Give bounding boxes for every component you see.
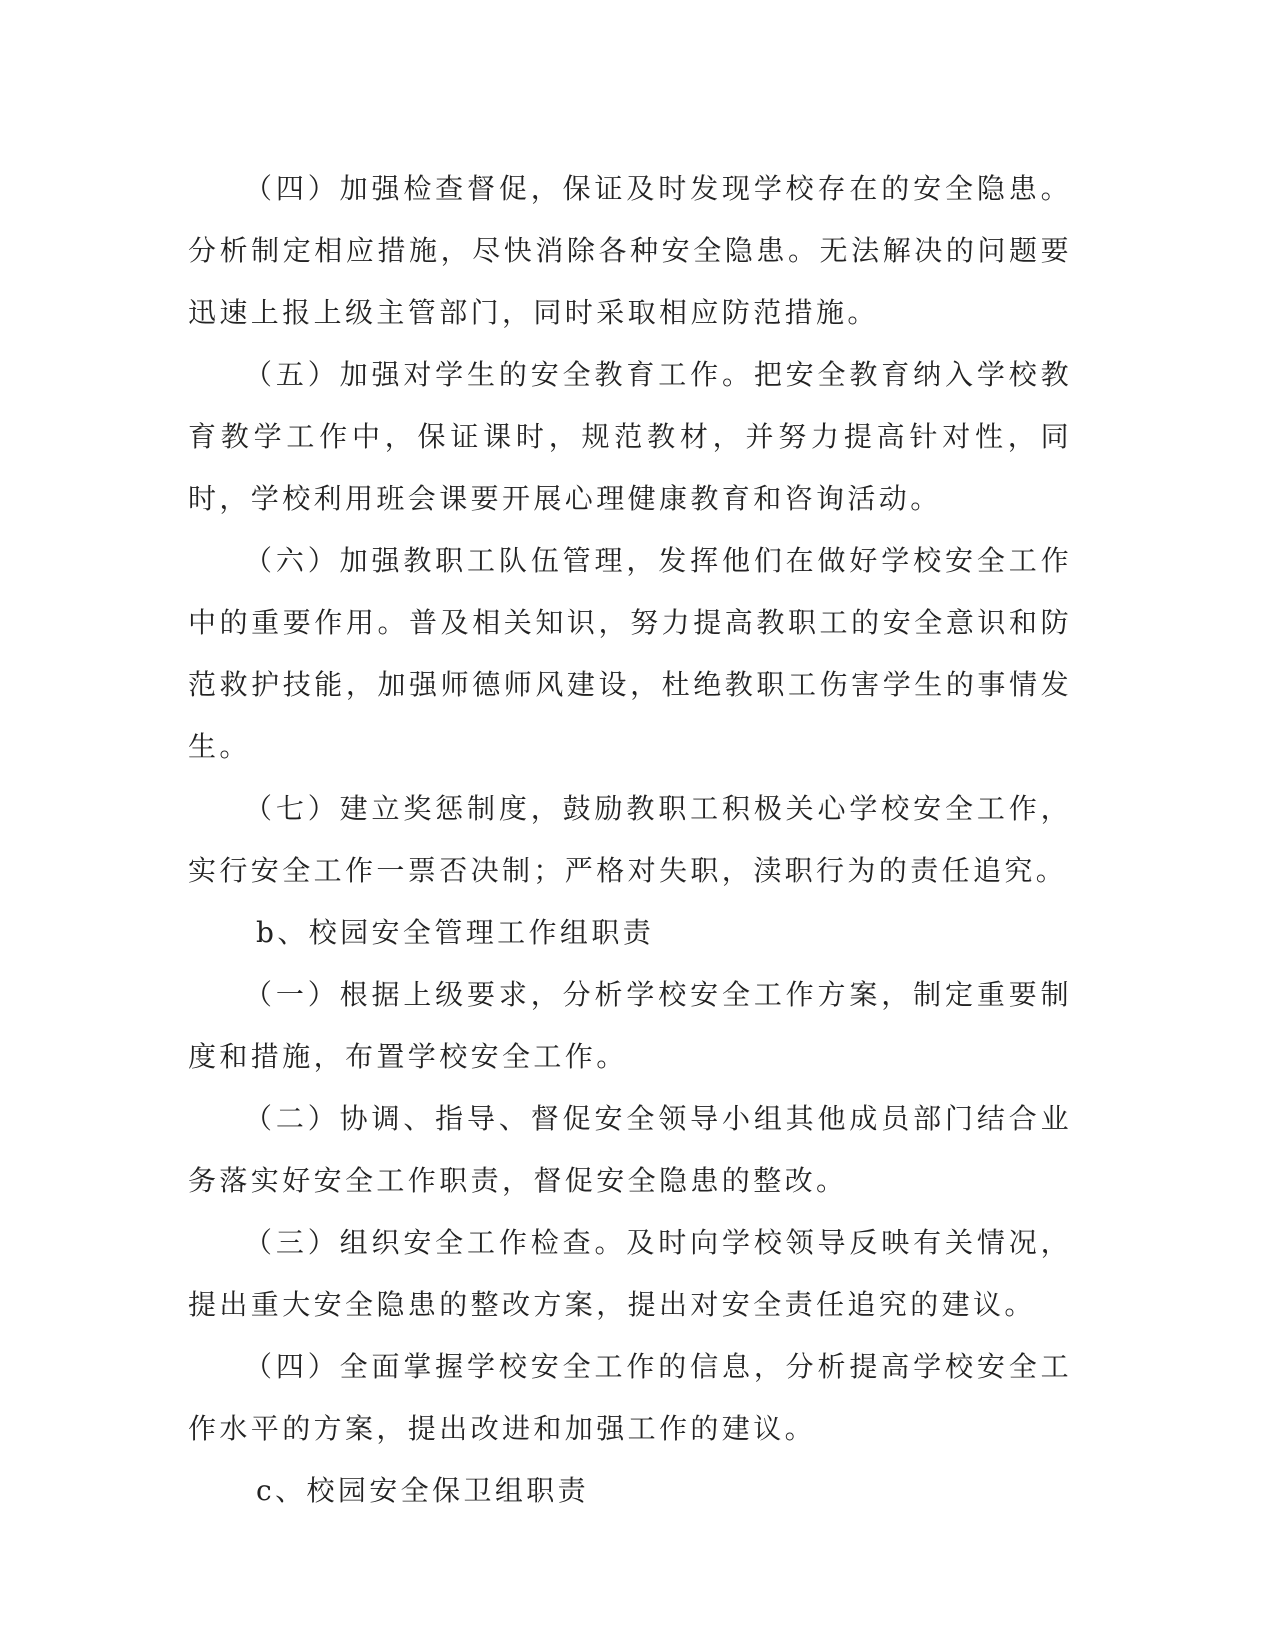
paragraph-staff-management: （六）加强教职工队伍管理，发挥他们在做好学校安全工作中的重要作用。普及相关知识，努力提高教职工的安全意识和防范救护技能，加强师德师风建设，杜绝教职工伤害学生的事情发生。 <box>188 544 1072 763</box>
document-body <box>188 158 1072 1522</box>
paragraph-inspection: （四）加强检查督促，保证及时发现学校存在的安全隐患。分析制定相应措施，尽快消除各种安全隐患。无法解决的问题要迅速上报上级主管部门，同时采取相应防范措施。 <box>188 172 1072 329</box>
paragraph-duty-4: （四）全面掌握学校安全工作的信息，分析提高学校安全工作水平的方案，提出改进和加强工作的建议。 <box>188 1350 1072 1445</box>
paragraph-duty-2: （二）协调、指导、督促安全领导小组其他成员部门结合业务落实好安全工作职责，督促安全隐患的整改。 <box>188 1102 1072 1197</box>
paragraph-duty-1: （一）根据上级要求，分析学校安全工作方案，制定重要制度和措施，布置学校安全工作。 <box>188 978 1072 1073</box>
paragraph-reward-system: （七）建立奖惩制度，鼓励教职工积极关心学校安全工作，实行安全工作一票否决制；严格对失职，渎职行为的责任追究。 <box>188 792 1072 887</box>
section-heading-management-group: b、校园安全管理工作组职责 <box>256 916 655 949</box>
section-heading-security-group: c、校园安全保卫组职责 <box>256 1474 590 1507</box>
paragraph-student-education: （五）加强对学生的安全教育工作。把安全教育纳入学校教育教学工作中，保证课时，规范教材，并努力提高针对性，同时，学校利用班会课要开展心理健康教育和咨询活动。 <box>188 358 1072 515</box>
paragraph-duty-3: （三）组织安全工作检查。及时向学校领导反映有关情况，提出重大安全隐患的整改方案，提出对安全责任追究的建议。 <box>188 1226 1072 1321</box>
